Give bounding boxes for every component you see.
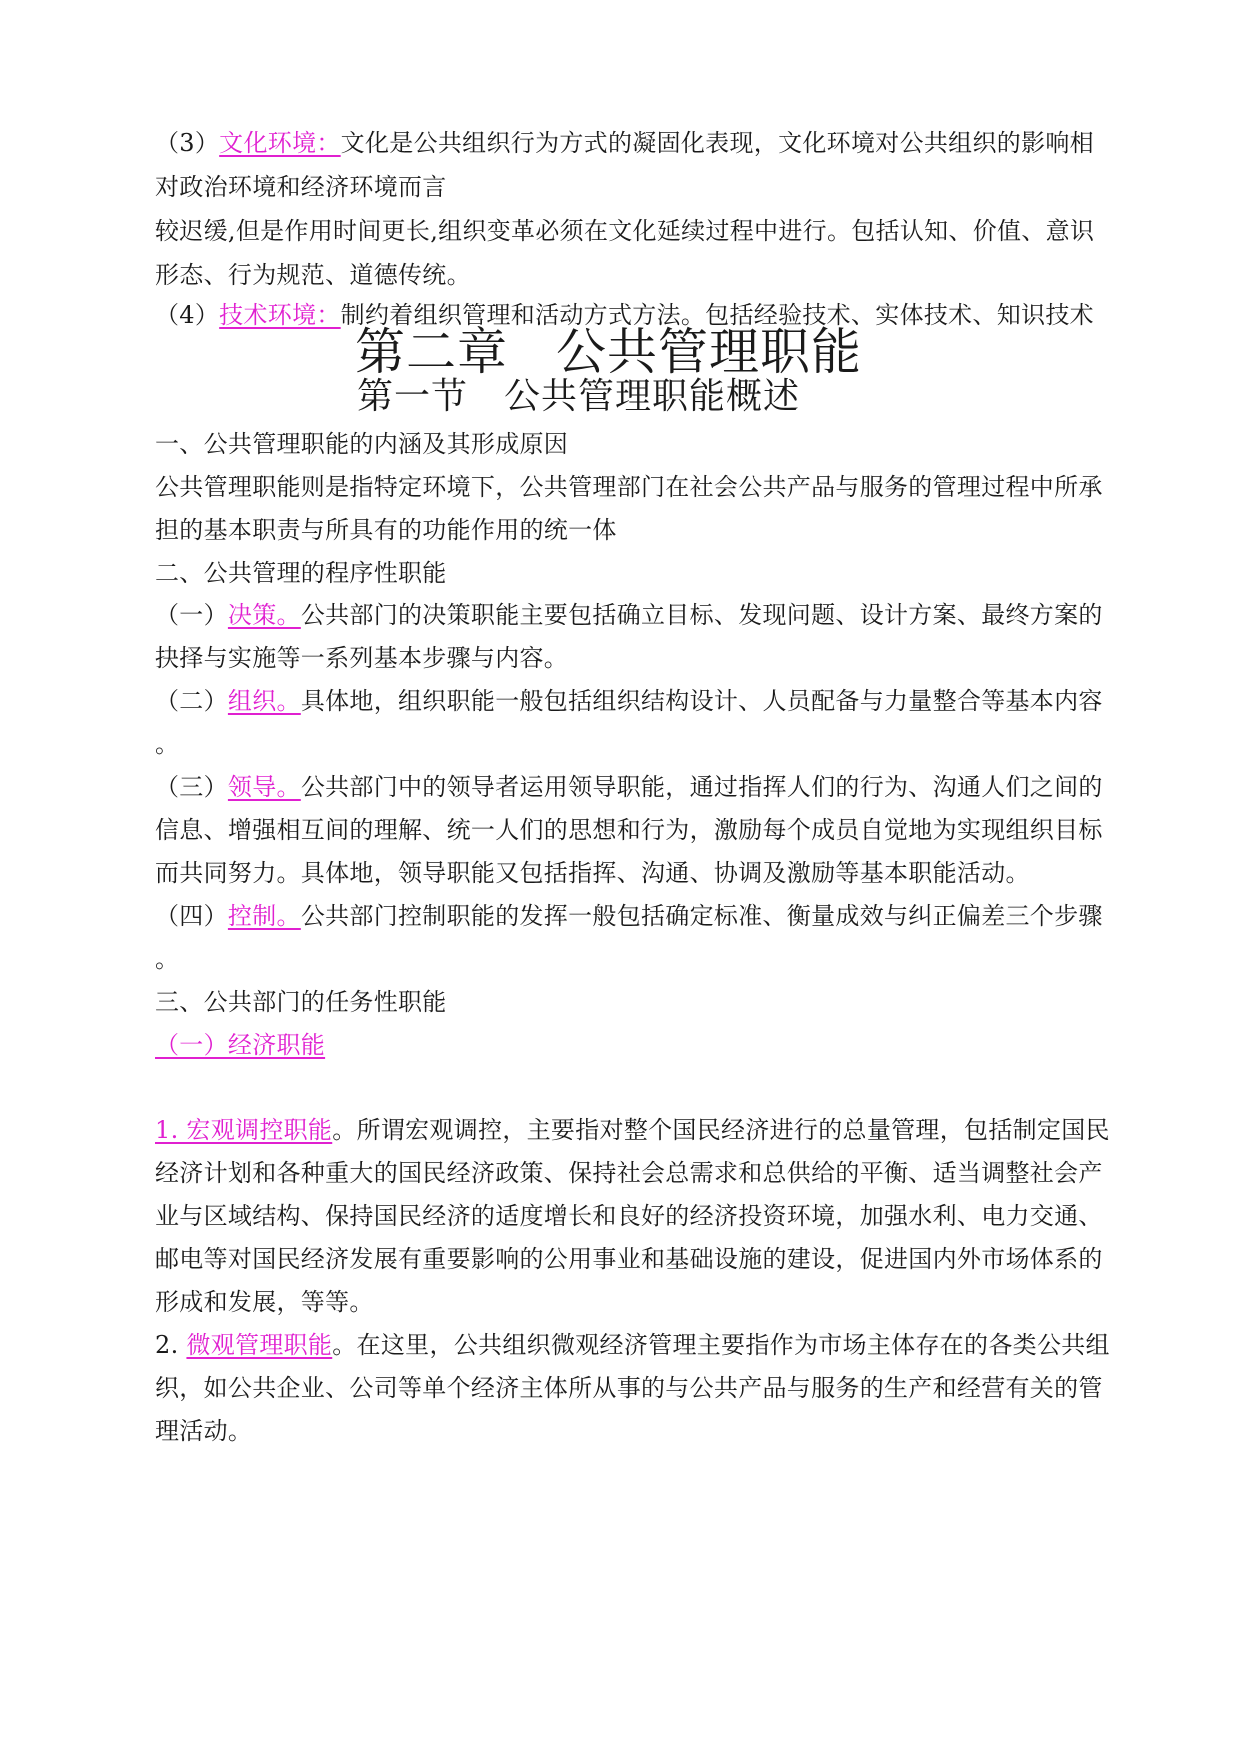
para-micro-prefix: 2. [155,1331,187,1359]
para-decision-text-1: 公共部门的决策职能主要包括确立目标、发现问题、设计方案、最终方案的 [300,601,1103,629]
para-culture-prefix: （3） [155,129,220,157]
section-number: 第一节 [357,376,469,417]
para-micro-line-3: 理活动。 [155,1417,253,1445]
term-culture-environment: 文化环境： [219,129,341,157]
para-decision-prefix: （一） [155,601,228,629]
para-macro-line-4: 邮电等对国民经济发展有重要影响的公用事业和基础设施的建设，促进国内外市场体系的 [155,1245,1103,1273]
term-micro-management: 微观管理职能 [186,1331,333,1359]
heading-economic [155,1028,1125,1062]
para-tech-prefix: （4） [155,301,220,329]
term-lead: 领导。 [227,773,301,801]
chapter-title: 公共管理职能 [556,323,862,381]
para-macro-text-1: 。所谓宏观调控，主要指对整个国民经济进行的总量管理，包括制定国民 [332,1116,1110,1144]
term-organize: 组织。 [227,687,301,715]
section-heading [357,375,800,419]
para-lead-line-1 [155,770,1125,804]
heading-three: 三、公共部门的任务性职能 [155,988,447,1016]
para-macro-line-3: 业与区域结构、保持国民经济的适度增长和良好的经济投资环境，加强水利、电力交通、 [155,1202,1103,1230]
para-control-prefix: （四） [155,902,228,930]
para-tech-text-1: 制约着组织管理和活动方式方法。包括经验技术、实体技术、知识技术 [340,301,1094,329]
para-decision-line-2: 抉择与实施等一系列基本步骤与内容。 [155,644,569,672]
definition-line-2: 担的基本职责与所具有的功能作用的统一体 [155,516,617,544]
para-control-text-1: 公共部门控制职能的发挥一般包括确定标准、衡量成效与纠正偏差三个步骤 [300,902,1103,930]
para-macro-line-2: 经济计划和各种重大的国民经济政策、保持社会总需求和总供给的平衡、适当调整社会产 [155,1159,1103,1187]
chapter-heading [355,322,862,382]
para-micro-line-1 [155,1328,1125,1362]
para-micro-line-2: 织，如公共企业、公司等单个经济主体所从事的与公共产品与服务的生产和经营有关的管 [155,1374,1103,1402]
term-economic-function: （一）经济职能 [155,1031,326,1059]
para-lead-prefix: （三） [155,773,228,801]
para-culture-text-1: 文化是公共组织行为方式的凝固化表现，文化环境对公共组织的影响相 [340,129,1094,157]
para-micro-text-1: 。在这里，公共组织微观经济管理主要指作为市场主体存在的各类公共组 [332,1331,1110,1359]
para-organize-line-1 [155,684,1125,718]
para-culture-line-2: 对政治环境和经济环境而言 [155,173,447,201]
term-control: 控制。 [227,902,301,930]
heading-two: 二、公共管理的程序性职能 [155,559,447,587]
term-tech-environment: 技术环境： [219,301,341,329]
para-culture-line-1 [155,126,1125,160]
para-organize-line-2: 。 [155,730,180,758]
section-title: 公共管理职能概述 [504,376,801,417]
para-macro-line-5: 形成和发展，等等。 [155,1288,374,1316]
para-decision-line-1 [155,598,1125,632]
term-decision: 决策。 [227,601,301,629]
heading-one: 一、公共管理职能的内涵及其形成原因 [155,430,569,458]
para-culture-line-4: 形态、行为规范、道德传统。 [155,261,471,289]
para-lead-line-2: 信息、增强相互间的理解、统一人们的思想和行为，激励每个成员自觉地为实现组织目标 [155,816,1103,844]
definition-line-1: 公共管理职能则是指特定环境下，公共管理部门在社会公共产品与服务的管理过程中所承 [155,473,1103,501]
para-lead-line-3: 而共同努力。具体地，领导职能又包括指挥、沟通、协调及激励等基本职能活动。 [155,859,1030,887]
para-macro-line-1 [155,1113,1125,1147]
para-culture-line-3: 较迟缓,但是作用时间更长,组织变革必须在文化延续过程中进行。包括认知、价值、意识 [155,217,1095,245]
term-macro-control: 1. 宏观调控职能 [155,1116,333,1144]
para-organize-prefix: （二） [155,687,228,715]
chapter-number: 第二章 [355,323,508,381]
para-control-line-2: 。 [155,945,180,973]
para-organize-text-1: 具体地，组织职能一般包括组织结构设计、人员配备与力量整合等基本内容 [300,687,1103,715]
para-lead-text-1: 公共部门中的领导者运用领导职能，通过指挥人们的行为、沟通人们之间的 [300,773,1103,801]
para-control-line-1 [155,899,1125,933]
